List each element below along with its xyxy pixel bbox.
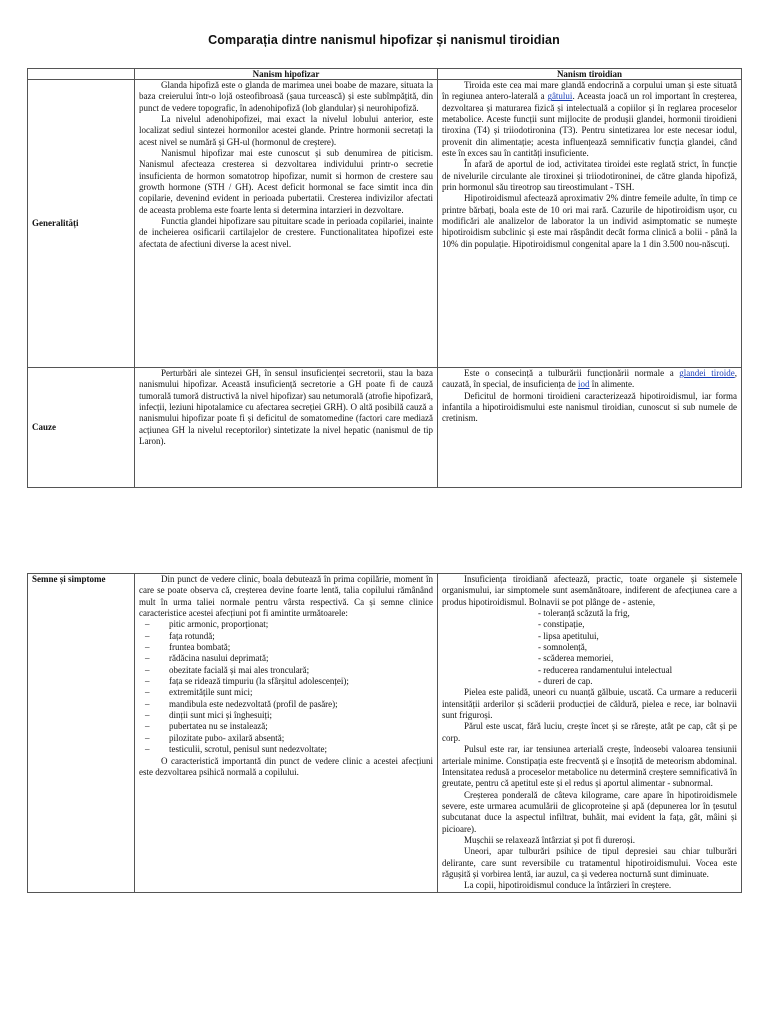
document-title: Comparația dintre nanismul hipofizar și nanismul tiroidian <box>208 33 560 47</box>
generalitati-tiroidian-cell <box>438 80 742 368</box>
generalitati-hipofizar-cell <box>135 80 438 368</box>
list-item: – extremitățile sunt mici; <box>139 687 433 698</box>
list-item: - constipație, <box>538 619 585 630</box>
list-item: – pubertatea nu se instalează; <box>139 721 433 732</box>
paragraph: Hipotiroidismul afectează aproximativ 2% dintre femeile adulte, în timp ce printre bărbați, boala este de 10 ori mai rară. Cazurile de hipotiroidism ușor, cu modificări ale analizelor de laborator la un individ asimptomatic se numește hipotiroidism subclinic și este mai răspândit decât forma clinică a bolii - până la 10% din populație. Hipotiroidismul congenital apare la 1 din 3.500 nou-născuți. <box>442 193 737 249</box>
link-iod[interactable]: iod <box>577 379 590 390</box>
paragraphs-tiroidian <box>442 687 737 891</box>
text-span: Este o consecință a tulburării funcționării normale a <box>464 368 680 378</box>
list-item: – fața se ridează timpuriu (la sfârșitul adolescenței); <box>139 676 433 687</box>
list-item: - scăderea memoriei, <box>538 653 614 664</box>
list-item: – fața rotundă; <box>139 631 433 642</box>
paragraph: Părul este uscat, fără luciu, crește încet și se rărește, atât pe cap, cât și pe corp. <box>442 721 737 743</box>
paragraph: Mușchii se relaxează întârziat și pot fi dureroși. <box>464 834 635 845</box>
paragraph: O caracteristică importantă din punct de vedere clinic a acestei afecțiuni este dezvoltarea psihică normală a copilului. <box>139 755 433 777</box>
text-span: Tiroida este cea mai mare glandă endocrină a corpului uman și este situată în regiunea antero-laterală a <box>442 80 737 102</box>
header-hipofizar: Nanism hipofizar <box>135 69 438 80</box>
row-cauze <box>28 368 742 488</box>
header-tiroidian: Nanism tiroidian <box>438 69 742 80</box>
paragraph: Pulsul este rar, iar tensiunea arterială crește, îndeosebi valoarea tensiunii arteriale minime. Constipația este frecventă și e însoțită de meteorism abdominal. Intensitatea redusă a proceselor metabolice nu determină creștere semnificativă în greutate, pentru că apetitul este și el redus și aportul alimentar - subnormal. <box>442 744 737 789</box>
link-glandei-tiroide[interactable]: glandei tiroide <box>679 368 735 378</box>
row-label-cauze: Cauze <box>28 368 135 488</box>
list-item: - dureri de cap. <box>538 676 593 687</box>
paragraph: Functia glandei hipofizare sau pituitare scade in perioada copilariei, inainte de incheierea osificarii cartilajelor de crestere. Functionalitatea hipofizei este afectata de afectiuni diverse la acest nivel. <box>139 216 433 249</box>
comparison-table-top <box>27 68 742 488</box>
paragraph: În afară de aportul de iod, activitatea tiroidei este reglată strict, în funcție de nivelurile circulante ale tiroxinei și triiodotironinei, de către glanda hipofiză, prin hormonul său tireotrop sau tireostimulant - TSH. <box>442 159 737 193</box>
paragraph: La copii, hipotiroidismul conduce la întârzieri în creștere. <box>464 880 672 891</box>
symptom-list-tiroidian <box>442 608 737 687</box>
symptom-list-hipofizar <box>139 619 433 755</box>
semne-hipofizar-cell <box>135 574 438 893</box>
text-span: în alimente. <box>589 379 635 390</box>
list-item: - somnolență, <box>538 642 587 653</box>
paragraph: Deficitul de hormoni tiroidieni caracterizează hipotiroidismul, iar forma infantila a hipotiroidismului este nanismul tiroidian, cunoscut si sub numele de cretinism. <box>442 390 737 424</box>
list-item: – rădăcina nasului deprimată; <box>139 653 433 664</box>
row-generalitati <box>28 80 742 368</box>
comparison-table-bottom <box>27 573 742 893</box>
list-item: – pitic armonic, proporționat; <box>139 619 433 630</box>
paragraph: Creșterea ponderală de câteva kilograme, care apare în hipotiroidismele severe, este urmarea acumulării de glicoproteine și apă (depunerea lor în țesutul subcutanat duce la aspectul infiltrat, buhăit, mai evident la fața, gât, mâini și picioare). <box>442 789 737 834</box>
paragraph: Nanismul hipofizar mai este cunoscut și sub denumirea de piticism. Nanismul afecteaza cresterea si dezvoltarea individului printr-o secretie insuficienta de hormon somatotrop hipofizar, numit si hormon de crestere sau growth hormone (STH / GH). Acest deficit hormonal se face simtit inca din copilarie, devenind evident in perioada pubertatii. Cresterea indivizilor afectati de aceasta problema este foarte lenta si determina intarzieri in dezvoltare. <box>139 148 433 215</box>
text-span: , cauzată, în special, de insuficiența de <box>442 368 738 390</box>
list-item: - toleranță scăzută la frig, <box>538 608 630 619</box>
row-label-semne: Semne și simptome <box>28 574 135 893</box>
cauze-tiroidian-cell <box>438 368 742 488</box>
list-item: – dinții sunt mici și înghesuiți; <box>139 710 433 721</box>
row-semne <box>28 574 742 893</box>
paragraph: Perturbări ale sintezei GH, în sensul insuficienței secretorii, stau la baza nanismului hipofizar. Această insuficiență secretorie a GH poate fi de cauză tumorală tumoră distructivă la nivel hipofizar) sau netumorală (atrofie hipofizară, infecții, leziuni hipotalamice cu afectarea secreției GRH). O altă posibilă cauză a nanismului hipofizar poate fi și deficitul de somatomedine (factori care mediază acțiunea GH la nivelul receptorilor) sintetizate la nivel hepatic (nanismul de tip Laron). <box>139 368 433 447</box>
paragraph: Din punct de vedere clinic, boala debutează în prima copilărie, moment în care se poate observa că, creșterea devine foarte lentă, talia copilului rămânând mult în urma taliei normale pentru vârsta respectivă. Ca și semne clinice caracteristice acestei afecțiuni pot fi amintite următoarele: <box>139 574 433 619</box>
row-label-generalitati: Generalități <box>28 80 135 368</box>
list-item: – obezitate facială și mai ales tronculară; <box>139 665 433 676</box>
list-item: – testiculii, scrotul, penisul sunt nedezvoltate; <box>139 744 433 755</box>
paragraph: Uneori, apar tulburări psihice de tipul depresiei sau chiar tulburări delirante, care sunt reversibile cu tratamentul hipotiroidismului. Vocea este răgușită și vorbirea lentă, iar auzul, ca și vederea nocturnă sunt diminuate. <box>442 846 737 879</box>
header-row <box>28 69 742 80</box>
cauze-hipofizar-cell <box>135 368 438 488</box>
paragraph: Insuficiența tiroidiană afectează, practic, toate organele și sistemele organismului, iar simptomele sunt asemănătoare, indiferent de afecțiunea care a produs hipotiroidismul. Bolnavii se pot plânge de - astenie, <box>442 574 737 607</box>
list-item: – pilozitate pubo- axilară absentă; <box>139 733 433 744</box>
text-span: . Aceasta joacă un rol important în creșterea, dezvoltarea și maturarea fizică și intelectuală a copiilor și în reglarea proceselor metabolice. Aceste funcții sunt mijlocite de produșii glandei, hormonii tiroidieni tiroxina (T4) și triiodotironina (T3). Pentru sintetizarea lor este necesar iodul, provenit din alimentație; acesta influențează semnificativ funcția glandei, când este în exces sau în cantități insuficiente. <box>442 91 737 159</box>
semne-tiroidian-cell <box>438 574 742 893</box>
paragraph: La nivelul adenohipofizei, mai exact la nivelul lobului anterior, este localizat sediul sintezei hormonilor acestei glande. Printre hormonii secretați la acest nivel se numără și GH-ul (hormonul de creștere). <box>139 114 433 147</box>
paragraph: Glanda hipofiză este o glanda de marimea unei boabe de mazare, situata la baza creierului într-o lojă osteofibroasă (șaua turcească) și este subîmpățită, din punct de vedere topografic, în adenohipofiză (lob glandular) și neurohipofiză. <box>139 80 433 113</box>
link-gatului[interactable]: gâtului <box>547 91 573 102</box>
list-item: – mandibula este nedezvoltată (profil de pasăre); <box>139 699 433 710</box>
paragraph <box>442 80 737 159</box>
list-item: - reducerea randamentului intelectual <box>538 664 673 675</box>
header-empty-cell <box>28 69 135 80</box>
paragraph <box>442 368 737 391</box>
paragraph: Pielea este palidă, uneori cu nuanță gălbuie, uscată. Ca urmare a reducerii intensității arderilor și scăderii producției de căldură, pielea e rece, iar bolnavii sunt friguroși. <box>442 687 737 721</box>
list-item: – fruntea bombată; <box>139 642 433 653</box>
list-item: - lipsa apetitului, <box>538 630 599 641</box>
